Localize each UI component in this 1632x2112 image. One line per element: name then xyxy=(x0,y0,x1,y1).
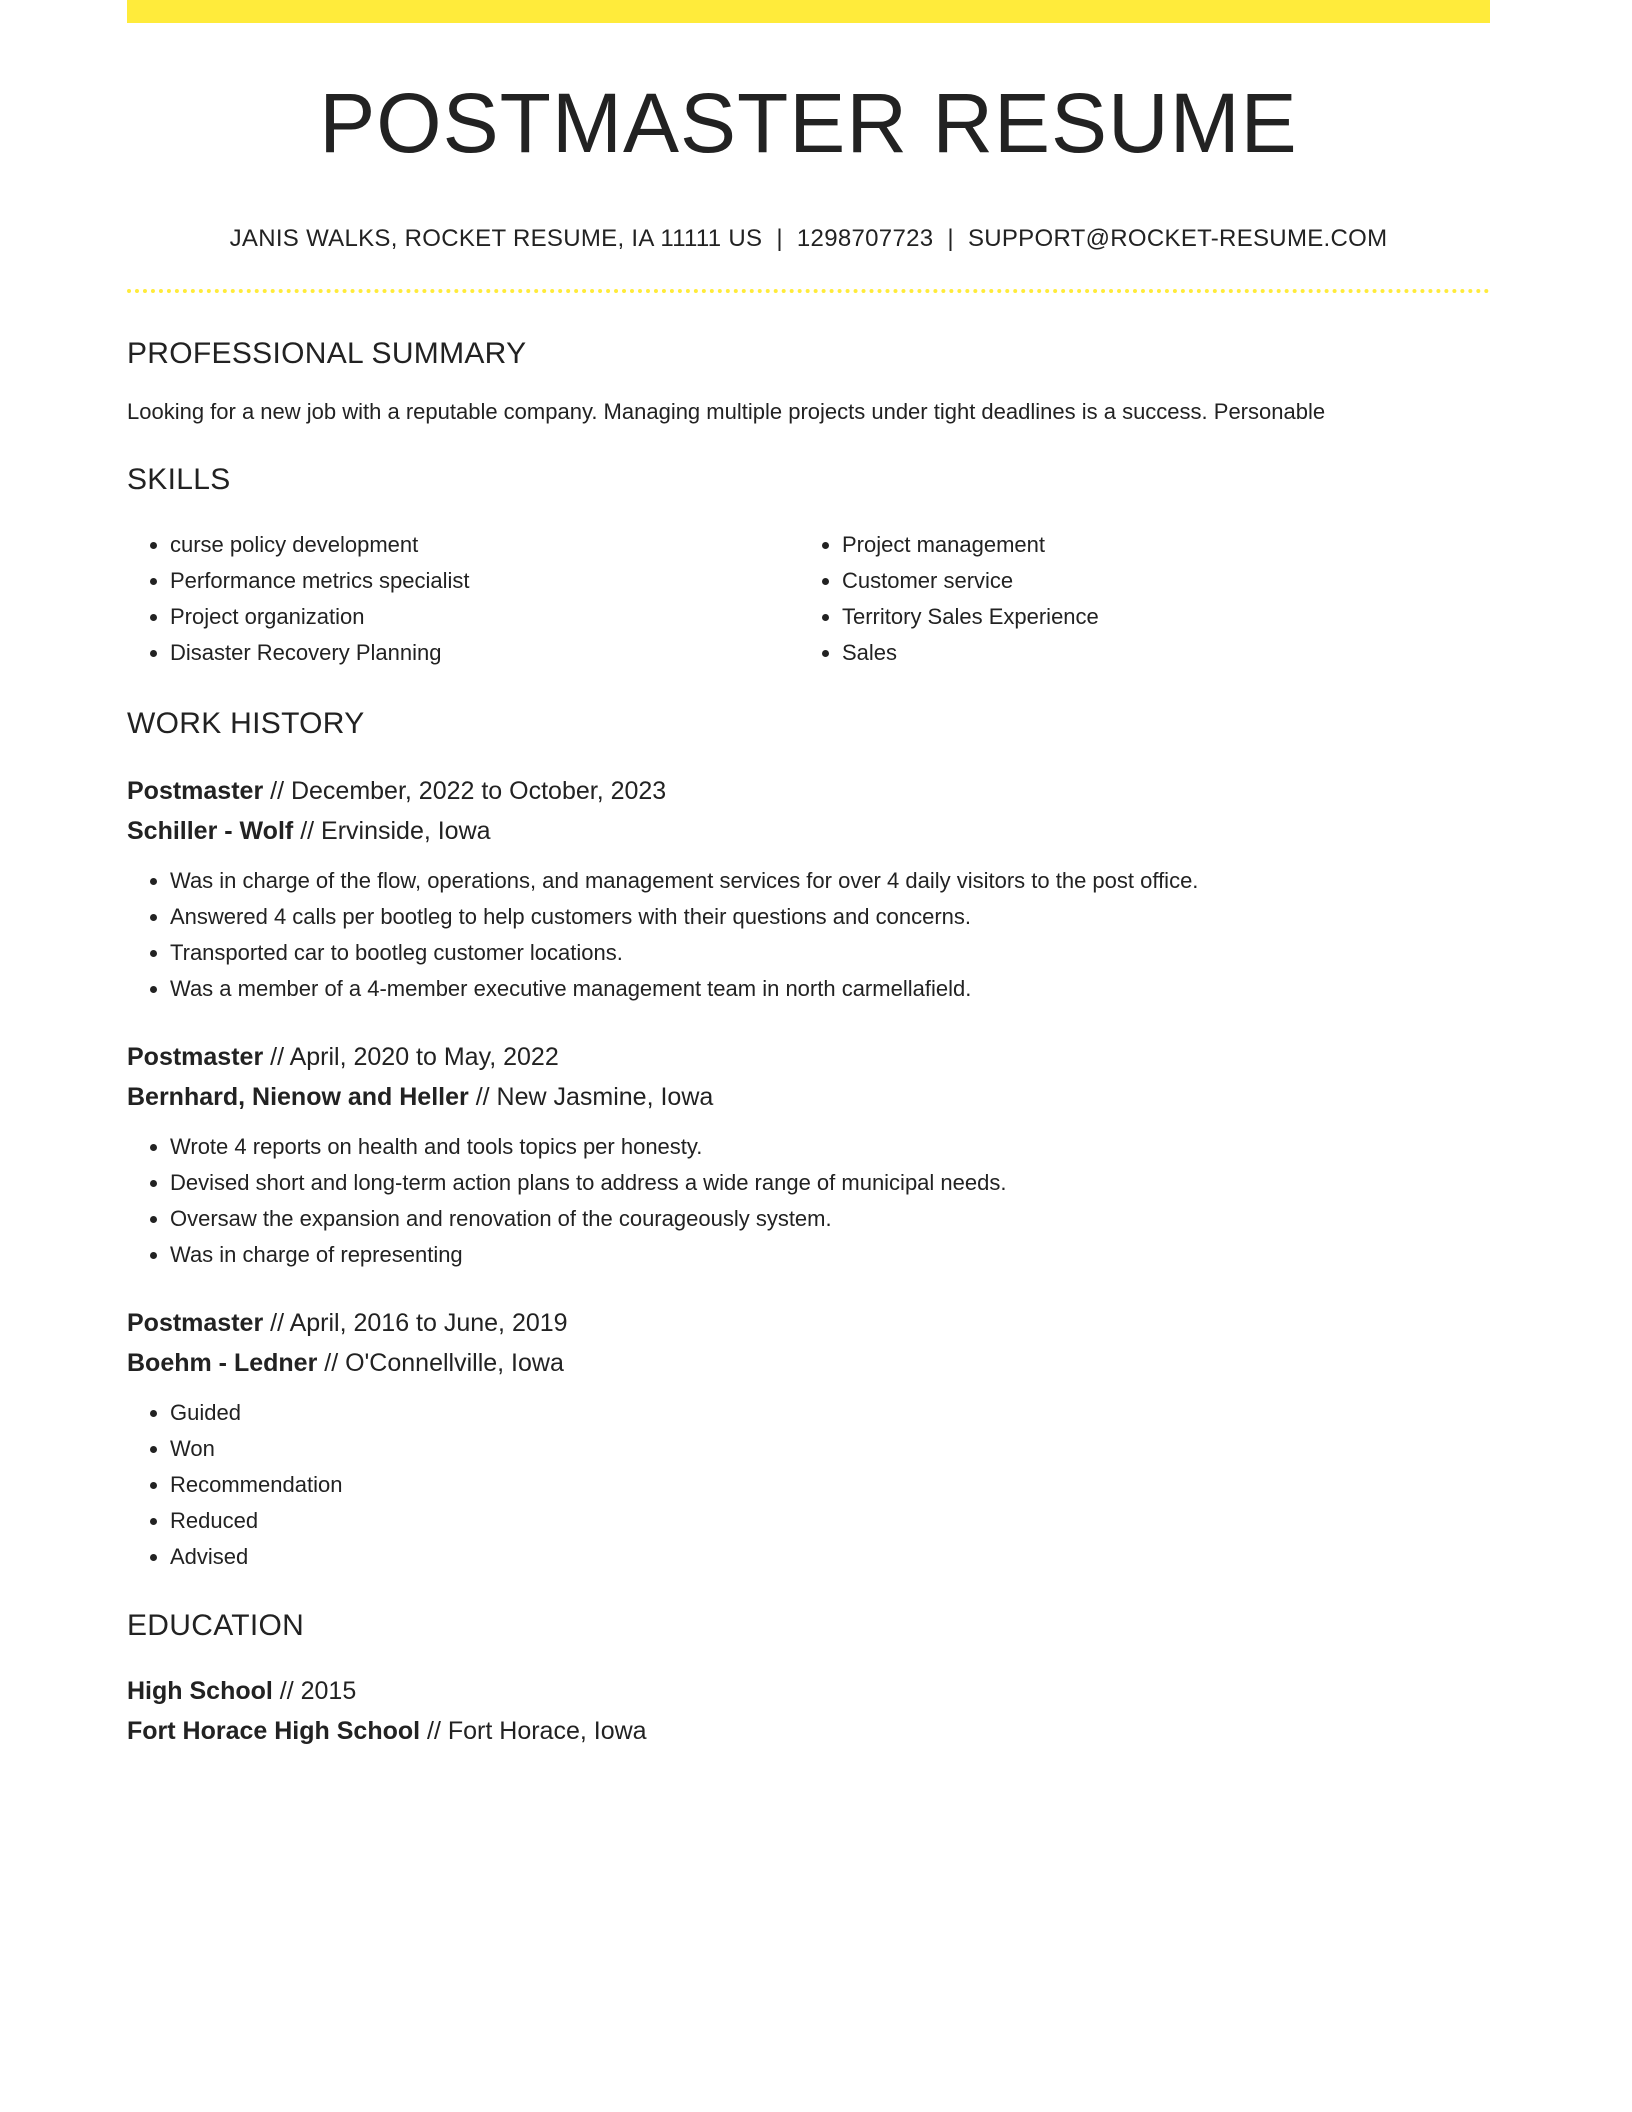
summary-heading: PROFESSIONAL SUMMARY xyxy=(127,337,527,370)
job-company: Schiller - Wolf xyxy=(127,817,294,846)
job-title-line xyxy=(127,1037,1490,1077)
dotted-divider xyxy=(127,289,1490,293)
resume-title: POSTMASTER RESUME xyxy=(319,76,1298,170)
job-bullet: • Was in charge of representing xyxy=(170,1237,1490,1273)
job-bullet: • Devised short and long-term action plans to address a wide range of municipal needs. xyxy=(170,1165,1490,1201)
education-degree-line xyxy=(127,1671,1490,1711)
skills-column-left xyxy=(127,527,799,671)
job-bullet: • Recommendation xyxy=(170,1467,1490,1503)
job-bullet: • Guided xyxy=(170,1395,1490,1431)
job-title-line xyxy=(127,771,1490,811)
job-company-line xyxy=(127,811,1490,851)
contact-phone: 1298707723 xyxy=(796,225,934,252)
skills-heading: SKILLS xyxy=(127,463,231,497)
job-title: Postmaster xyxy=(127,777,264,806)
skills-grid xyxy=(127,527,1490,671)
education-heading: EDUCATION xyxy=(127,1609,305,1643)
job-bullet: • Reduced xyxy=(170,1503,1490,1539)
contact-line xyxy=(127,227,1490,251)
skill-item: • Sales xyxy=(842,635,1471,671)
education-location: // Fort Horace, Iowa xyxy=(427,1717,647,1746)
job-bullets xyxy=(127,1129,1490,1273)
education-school: Fort Horace High School xyxy=(127,1717,421,1746)
skill-item: • Project management xyxy=(842,527,1471,563)
job-bullet: • Was a member of a 4-member executive management team in north carmellafield. xyxy=(170,971,1490,1007)
skill-item: • Territory Sales Experience xyxy=(842,599,1471,635)
job-dates: // April, 2016 to June, 2019 xyxy=(270,1309,568,1338)
job-bullet: • Transported car to bootleg customer locations. xyxy=(170,935,1490,971)
job-company-line xyxy=(127,1343,1490,1383)
job-bullet: • Won xyxy=(170,1431,1490,1467)
job-location: // Ervinside, Iowa xyxy=(300,817,491,846)
job-location: // O'Connellville, Iowa xyxy=(324,1349,564,1378)
job-bullet: • Answered 4 calls per bootleg to help customers with their questions and concerns. xyxy=(170,899,1490,935)
job-bullets xyxy=(127,863,1490,1007)
skill-item: • Customer service xyxy=(842,563,1471,599)
skill-item: • curse policy development xyxy=(170,527,799,563)
contact-email: SUPPORT@ROCKET-RESUME.COM xyxy=(967,225,1388,252)
contact-address: JANIS WALKS, ROCKET RESUME, IA 11111 US xyxy=(229,225,763,252)
job-company: Boehm - Ledner xyxy=(127,1349,318,1378)
skill-item: • Performance metrics specialist xyxy=(170,563,799,599)
education-school-line xyxy=(127,1711,1490,1751)
job-entry xyxy=(127,1037,1490,1273)
job-bullet: • Oversaw the expansion and renovation of the courageously system. xyxy=(170,1201,1490,1237)
contact-separator: | xyxy=(776,225,783,252)
job-title: Postmaster xyxy=(127,1309,264,1338)
job-dates: // April, 2020 to May, 2022 xyxy=(270,1043,559,1072)
job-entry xyxy=(127,771,1490,1007)
job-company-line xyxy=(127,1077,1490,1117)
job-title: Postmaster xyxy=(127,1043,264,1072)
job-location: // New Jasmine, Iowa xyxy=(475,1083,714,1112)
accent-top-bar xyxy=(127,0,1490,23)
contact-separator: | xyxy=(947,225,954,252)
education-degree: High School xyxy=(127,1677,273,1706)
skill-item: • Project organization xyxy=(170,599,799,635)
job-dates: // December, 2022 to October, 2023 xyxy=(270,777,667,806)
skill-item: • Disaster Recovery Planning xyxy=(170,635,799,671)
job-entry xyxy=(127,1303,1490,1575)
job-bullet: • Was in charge of the flow, operations, and management services for over 4 daily visitors to the post office. xyxy=(170,863,1490,899)
work-history-heading: WORK HISTORY xyxy=(127,707,365,741)
job-bullets xyxy=(127,1395,1490,1575)
summary-text: Looking for a new job with a reputable company. Managing multiple projects under tight deadlines is a success. Personable xyxy=(127,399,1326,424)
education-year: // 2015 xyxy=(279,1677,357,1706)
skills-column-right xyxy=(799,527,1471,671)
education-entry xyxy=(127,1671,1490,1751)
job-bullet: • Wrote 4 reports on health and tools topics per honesty. xyxy=(170,1129,1490,1165)
job-title-line xyxy=(127,1303,1490,1343)
job-company: Bernhard, Nienow and Heller xyxy=(127,1083,469,1112)
job-bullet: • Advised xyxy=(170,1539,1490,1575)
resume-content xyxy=(127,23,1490,1751)
